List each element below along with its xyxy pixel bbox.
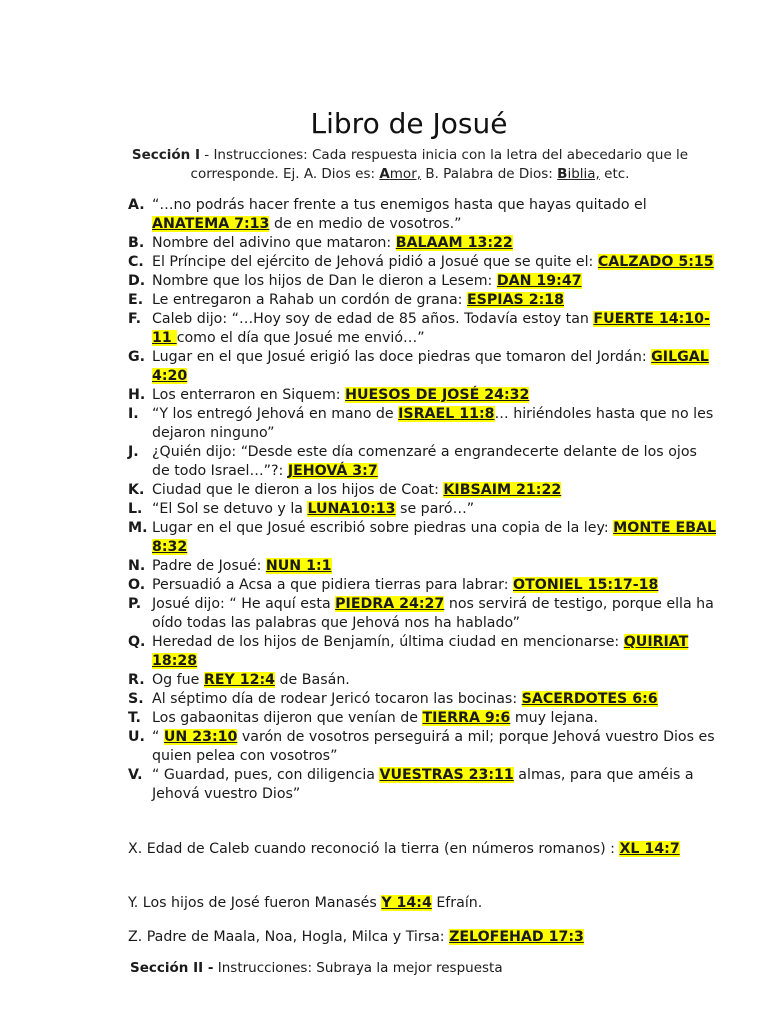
section-two-text: Instrucciones: Subraya la mejor respuesta xyxy=(213,960,503,976)
highlighted-answer: REY 12:4 xyxy=(203,672,276,688)
item-letter: C. xyxy=(128,254,144,270)
item-letter: J. xyxy=(128,444,139,460)
list-item xyxy=(128,272,718,291)
item-text: Caleb dijo: “…Hoy soy de edad de 85 años. Todavía estoy tan xyxy=(152,311,594,327)
extra-text: Y. Los hijos de José fueron Manasés xyxy=(128,895,382,911)
highlighted-answer: OTONIEL 15:17-18 xyxy=(513,577,659,593)
item-text-after: de Basán. xyxy=(275,672,350,688)
item-text: Nombre que los hijos de Dan le dieron a Lesem: xyxy=(152,273,497,289)
item-text: “El Sol se detuvo y la xyxy=(152,501,308,517)
item-letter: K. xyxy=(128,482,145,498)
item-text: Al séptimo día de rodear Jericó tocaron las bocinas: xyxy=(152,691,522,707)
highlighted-answer: XL 14:7 xyxy=(619,841,680,857)
item-text: Lugar en el que Josué escribió sobre piedras una copia de la ley: xyxy=(152,520,614,536)
list-item xyxy=(128,633,718,671)
section-instructions xyxy=(120,146,700,184)
item-text: Ciudad que le dieron a los hijos de Coat: xyxy=(152,482,444,498)
highlighted-answer: ZELOFEHAD 17:3 xyxy=(449,929,584,945)
list-item xyxy=(128,766,718,804)
example-letter-b: B xyxy=(557,166,568,182)
list-item xyxy=(128,690,718,709)
example-word-b: iblia, xyxy=(567,166,600,182)
item-text-after: … hiriéndoles hasta que no les dejaron ninguno” xyxy=(152,406,714,441)
item-text: Og fue xyxy=(152,672,204,688)
example-letter-a: A xyxy=(379,166,390,182)
highlighted-answer: SACERDOTES 6:6 xyxy=(521,691,658,707)
item-text: Persuadió a Acsa a que pidiera tierras para labrar: xyxy=(152,577,514,593)
highlighted-answer: Y 14:4 xyxy=(381,895,432,911)
highlighted-answer: CALZADO 5:15 xyxy=(597,254,714,270)
item-letter: L. xyxy=(128,501,143,517)
list-item xyxy=(128,576,718,595)
highlighted-answer: UN 23:10 xyxy=(163,729,238,745)
section-two-label: Sección II - xyxy=(130,960,214,976)
list-item xyxy=(128,557,718,576)
item-text: Padre de Josué: xyxy=(152,558,266,574)
item-text: Los gabaonitas dijeron que venían de xyxy=(152,710,423,726)
section-label: Sección I xyxy=(131,147,200,163)
extra-text: Z. Padre de Maala, Noa, Hogla, Milca y Tirsa: xyxy=(128,929,450,945)
item-text-after: se paró…” xyxy=(395,501,475,517)
item-letter: D. xyxy=(128,273,146,289)
item-text: Los enterraron en Siquem: xyxy=(152,387,346,403)
list-item xyxy=(128,500,718,519)
list-item xyxy=(128,348,718,386)
item-letter: A. xyxy=(128,197,145,213)
highlighted-answer: MONTE EBAL 8:32 xyxy=(152,520,717,555)
item-letter: B. xyxy=(128,235,145,251)
list-item xyxy=(128,728,718,766)
item-text: ¿Quién dijo: “Desde este día comenzaré a engrandecerte delante de los ojos de todo Israel…”?: xyxy=(152,444,697,479)
highlighted-answer: ESPIAS 2:18 xyxy=(466,292,564,308)
list-item xyxy=(128,234,718,253)
list-item xyxy=(128,443,718,481)
item-letter: F. xyxy=(128,311,141,327)
highlighted-answer: QUIRIAT 18:28 xyxy=(152,634,689,669)
item-text: Le entregaron a Rahab un cordón de grana: xyxy=(152,292,467,308)
highlighted-answer: PIEDRA 24:27 xyxy=(335,596,445,612)
list-item xyxy=(128,253,718,272)
list-item xyxy=(128,291,718,310)
section-two-heading xyxy=(130,960,503,976)
extra-question-z xyxy=(128,926,698,948)
item-text: “ xyxy=(152,729,164,745)
extra-question-y xyxy=(128,892,698,914)
highlighted-answer: BALAAM 13:22 xyxy=(395,235,513,251)
item-letter: P. xyxy=(128,596,142,612)
highlighted-answer: TIERRA 9:6 xyxy=(422,710,511,726)
item-text-after: muy lejana. xyxy=(510,710,599,726)
answer-list xyxy=(128,196,718,804)
highlighted-answer: NUN 1:1 xyxy=(265,558,332,574)
list-item xyxy=(128,405,718,443)
item-letter: R. xyxy=(128,672,145,688)
extra-text-after: Efraín. xyxy=(431,895,483,911)
item-text-after: nos servirá de testigo, porque ella ha oído todas las palabras que Jehová nos ha hablado” xyxy=(152,596,714,631)
highlighted-answer: LUNA10:13 xyxy=(307,501,396,517)
item-text-after: como el día que Josué me envió…” xyxy=(176,330,425,346)
item-text: Lugar en el que Josué erigió las doce piedras que tomaron del Jordán: xyxy=(152,349,652,365)
item-letter: I. xyxy=(128,406,139,422)
item-text: Josué dijo: “ He aquí esta xyxy=(152,596,336,612)
highlighted-answer: VUESTRAS 23:11 xyxy=(379,767,514,783)
item-text-after: varón de vosotros perseguirá a mil; porque Jehová vuestro Dios es quien pelea con vosotros” xyxy=(152,729,715,764)
item-text-after: de en medio de vosotros.” xyxy=(269,216,462,232)
item-letter: U. xyxy=(128,729,145,745)
list-item xyxy=(128,481,718,500)
highlighted-answer: DAN 19:47 xyxy=(496,273,582,289)
item-letter: N. xyxy=(128,558,146,574)
item-text: Nombre del adivino que mataron: xyxy=(152,235,396,251)
extra-text: X. Edad de Caleb cuando reconoció la tierra (en números romanos) : xyxy=(128,841,620,857)
page-title: Libro de Josué xyxy=(310,106,508,140)
item-text: Heredad de los hijos de Benjamín, última ciudad en mencionarse: xyxy=(152,634,624,650)
item-letter: G. xyxy=(128,349,146,365)
item-letter: T. xyxy=(128,710,141,726)
highlighted-answer: ANATEMA 7:13 xyxy=(152,216,270,232)
item-letter: V. xyxy=(128,767,143,783)
highlighted-answer: FUERTE 14:10-11 xyxy=(152,311,710,346)
list-item xyxy=(128,671,718,690)
highlighted-answer: GILGAL 4:20 xyxy=(152,349,709,384)
extra-question-x xyxy=(128,838,698,860)
example-word-a: mor, xyxy=(389,166,422,182)
item-letter: S. xyxy=(128,691,144,707)
item-text: “ Guardad, pues, con diligencia xyxy=(152,767,380,783)
highlighted-answer: KIBSAIM 21:22 xyxy=(443,482,562,498)
list-item xyxy=(128,196,718,234)
item-text-after: almas, para que améis a Jehová vuestro Dios” xyxy=(152,767,694,802)
list-item xyxy=(128,310,718,348)
item-text: El Príncipe del ejército de Jehová pidió a Josué que se quite el: xyxy=(152,254,598,270)
instructions-text-b: B. Palabra de Dios: xyxy=(421,166,558,182)
item-letter: E. xyxy=(128,292,144,308)
item-text: “Y los entregó Jehová en mano de xyxy=(152,406,399,422)
list-item xyxy=(128,519,718,557)
instructions-text-a: - Instrucciones: Cada respuesta inicia con la letra del abecedario que le corresponde. Ej. A. Dios es: xyxy=(190,147,689,182)
list-item xyxy=(128,595,718,633)
highlighted-answer: HUESOS DE JOSÉ 24:32 xyxy=(345,387,530,403)
instructions-text-c: etc. xyxy=(599,166,630,182)
highlighted-answer: JEHOVÁ 3:7 xyxy=(287,463,378,479)
item-letter: O. xyxy=(128,577,146,593)
item-letter: M. xyxy=(128,520,148,536)
list-item xyxy=(128,386,718,405)
list-item xyxy=(128,709,718,728)
item-letter: H. xyxy=(128,387,146,403)
item-text: “…no podrás hacer frente a tus enemigos hasta que hayas quitado el xyxy=(152,197,647,213)
item-letter: Q. xyxy=(128,634,146,650)
highlighted-answer: ISRAEL 11:8 xyxy=(398,406,495,422)
